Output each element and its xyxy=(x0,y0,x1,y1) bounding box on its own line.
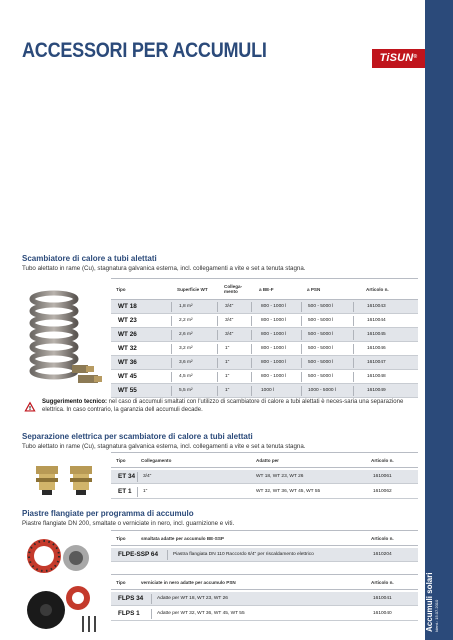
warning-triangle-icon xyxy=(24,401,36,412)
table3a-header: Tipo smaltata adatte per accumulo BE-SSP Articolo n. xyxy=(111,530,418,546)
cell-tipo: FLPS 34 xyxy=(118,595,144,602)
cell-separator xyxy=(353,386,354,396)
sidebar-subtitle: Ident.: 15.07.2010 xyxy=(434,599,439,632)
cell-tipo: WT 23 xyxy=(118,317,137,324)
cell-collegamento: 3/4" xyxy=(225,304,234,309)
cell-separator xyxy=(251,316,252,326)
cell-collegamento: 3/4" xyxy=(143,474,152,479)
cell-tipo: WT 26 xyxy=(118,331,137,338)
cell-superficie: 1,8 m² xyxy=(179,304,193,309)
cell-desc: Adatte per WT 18, WT 23, WT 26 xyxy=(157,596,228,601)
cell-collegamento: 1" xyxy=(225,346,230,351)
cell-articolo: 1610048 xyxy=(367,374,386,379)
table-row xyxy=(111,314,418,328)
cell-separator xyxy=(217,302,218,312)
cell-separator xyxy=(151,609,152,619)
cell-separator xyxy=(353,330,354,340)
cell-articolo: 1610049 xyxy=(367,388,386,393)
cell-articolo: 1610046 xyxy=(367,346,386,351)
coil-heat-exchanger-image xyxy=(22,285,104,393)
cell-separator xyxy=(217,344,218,354)
cell-separator xyxy=(301,302,302,312)
cell-separator xyxy=(137,472,138,482)
cell-separator xyxy=(251,372,252,382)
cell-articolo: 1610045 xyxy=(367,332,386,337)
cell-separator xyxy=(353,372,354,382)
cell-articolo: 1610044 xyxy=(367,318,386,323)
cell-be: 1000 l xyxy=(261,388,275,393)
cell-separator xyxy=(171,386,172,396)
cell-separator xyxy=(137,487,138,497)
cell-be: 800 - 1000 l xyxy=(261,304,287,309)
cell-tipo: ET 1 xyxy=(118,488,132,495)
table3b-header: Tipo verniciate in nero adatte per accumulo PSN Articolo n. xyxy=(111,574,418,590)
cell-psn: 500 - 5000 l xyxy=(308,346,334,351)
cell-tipo: WT 55 xyxy=(118,387,137,394)
cell-separator xyxy=(171,344,172,354)
cell-separator xyxy=(251,344,252,354)
cell-separator xyxy=(353,302,354,312)
cell-separator xyxy=(251,386,252,396)
cell-superficie: 3,2 m² xyxy=(179,346,193,351)
page-title: ACCESSORI PER ACCUMULI xyxy=(22,38,267,62)
cell-be: 800 - 1000 l xyxy=(261,360,287,365)
cell-articolo: 1610041 xyxy=(373,596,392,601)
cell-separator xyxy=(217,372,218,382)
cell-collegamento: 3/4" xyxy=(225,332,234,337)
cell-separator xyxy=(251,330,252,340)
cell-collegamento: 1" xyxy=(225,374,230,379)
table-row xyxy=(111,485,418,499)
table1-header: Tipo Superficie WT Collega- mento a BE-F a PSN Articolo n. xyxy=(111,278,418,300)
table-row xyxy=(111,300,418,314)
cell-adatto: WT 32, WT 36, WT 45, WT 55 xyxy=(256,489,321,494)
cell-be: 800 - 1000 l xyxy=(261,332,287,337)
cell-articolo: 1610062 xyxy=(373,489,392,494)
cell-separator xyxy=(171,372,172,382)
table2-header: Tipo Collegamento Adatto per Articolo n. xyxy=(111,452,418,468)
cell-desc: Adatte per WT 32, WT 36, WT 45, WT 55 xyxy=(157,611,245,616)
cell-tipo: WT 36 xyxy=(118,359,137,366)
cell-psn: 500 - 5000 l xyxy=(308,304,334,309)
cell-psn: 500 - 5000 l xyxy=(308,360,334,365)
cell-tipo: ET 34 xyxy=(118,473,136,480)
cell-separator xyxy=(353,316,354,326)
cell-articolo: 1610047 xyxy=(367,360,386,365)
cell-collegamento: 3/4" xyxy=(225,318,234,323)
table-row xyxy=(111,328,418,342)
cell-separator xyxy=(353,344,354,354)
cell-separator xyxy=(301,372,302,382)
cell-tipo: WT 45 xyxy=(118,373,137,380)
cell-separator xyxy=(217,358,218,368)
table-row xyxy=(111,342,418,356)
section1-subtitle: Tubo alettato in rame (Cu), stagnatura galvanica esterna, incl. collegamenti a vite e set a tenuta stagna. xyxy=(22,265,306,272)
flange-plates-image xyxy=(22,536,108,636)
cell-articolo: 1610061 xyxy=(373,474,392,479)
cell-superficie: 5,5 m² xyxy=(179,388,193,393)
cell-separator xyxy=(171,330,172,340)
cell-separator xyxy=(217,316,218,326)
cell-articolo: 1610043 xyxy=(367,304,386,309)
cell-psn: 500 - 5000 l xyxy=(308,318,334,323)
cell-psn: 1000 - 5000 l xyxy=(308,388,337,393)
cell-collegamento: 1" xyxy=(225,388,230,393)
technical-tip: Suggerimento tecnico: nel caso di accumuli smaltati con l'utilizzo di scambiatore di calore a tubi alettati è neces-saria una separazione elettrica. In caso contrario, la garanzia dell accumuli decade. xyxy=(42,399,404,413)
cell-psn: 500 - 5000 l xyxy=(308,332,334,337)
table-row xyxy=(111,370,418,384)
cell-superficie: 3,6 m² xyxy=(179,360,193,365)
cell-separator xyxy=(171,358,172,368)
cell-desc: Piastra flangiata DN 110 Raccordo 6/4" per riscaldamento elettrico xyxy=(173,552,314,557)
table-row xyxy=(111,548,418,562)
cell-psn: 500 - 5000 l xyxy=(308,374,334,379)
electrical-separator-image xyxy=(30,460,102,498)
cell-separator xyxy=(301,358,302,368)
cell-separator xyxy=(251,358,252,368)
cell-separator xyxy=(251,302,252,312)
section1-title: Scambiatore di calore a tubi alettati xyxy=(22,254,157,263)
cell-articolo: 1610204 xyxy=(373,552,392,557)
section3-subtitle: Piastre flangiate DN 200, smaltate o verniciate in nero, incl. guarnizione e viti. xyxy=(22,520,235,527)
cell-separator xyxy=(151,594,152,604)
sidebar-title: Accumuli solari xyxy=(425,572,434,632)
cell-separator xyxy=(171,316,172,326)
cell-superficie: 4,5 m² xyxy=(179,374,193,379)
cell-collegamento: 1" xyxy=(143,489,148,494)
cell-separator xyxy=(353,358,354,368)
cell-tipo: WT 32 xyxy=(118,345,137,352)
cell-separator xyxy=(217,330,218,340)
cell-superficie: 2,6 m² xyxy=(179,332,193,337)
cell-separator xyxy=(301,386,302,396)
sidebar-label xyxy=(425,0,453,640)
cell-tipo: FLPS 1 xyxy=(118,610,140,617)
table-row xyxy=(111,607,418,621)
table-row xyxy=(111,356,418,370)
cell-tipo: WT 18 xyxy=(118,303,137,310)
cell-separator xyxy=(171,302,172,312)
table-row xyxy=(111,592,418,606)
tisun-logo: TiSUN® xyxy=(372,49,425,68)
cell-collegamento: 1" xyxy=(225,360,230,365)
cell-tipo: FLPE-SSP 64 xyxy=(118,551,159,558)
cell-separator xyxy=(217,386,218,396)
cell-separator xyxy=(301,344,302,354)
table-row xyxy=(111,470,418,484)
cell-be: 800 - 1000 l xyxy=(261,318,287,323)
cell-superficie: 2,2 m² xyxy=(179,318,193,323)
section2-title: Separazione elettrica per scambiatore di calore a tubi alettati xyxy=(22,432,253,441)
cell-separator xyxy=(301,316,302,326)
section3-title: Piastre flangiate per programma di accumulo xyxy=(22,509,194,518)
cell-separator xyxy=(301,330,302,340)
cell-adatto: WT 18, WT 23, WT 26 xyxy=(256,474,304,479)
table-row xyxy=(111,384,418,398)
cell-articolo: 1610040 xyxy=(373,611,392,616)
cell-be: 800 - 1000 l xyxy=(261,374,287,379)
section2-subtitle: Tubo alettato in rame (Cu), stagnatura galvanica esterna, incl. collegamenti a vite e set a tenuta stagna. xyxy=(22,443,306,450)
cell-be: 800 - 1000 l xyxy=(261,346,287,351)
cell-separator xyxy=(167,550,168,560)
